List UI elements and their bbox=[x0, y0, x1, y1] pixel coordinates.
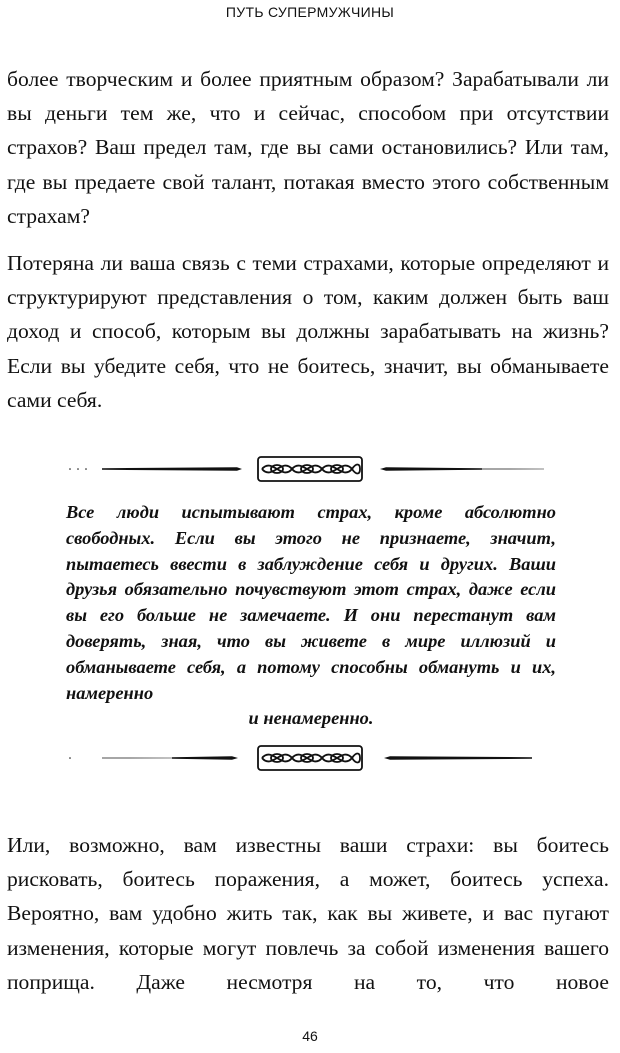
pull-quote-last-line: и ненамеренно. bbox=[248, 708, 374, 729]
paragraph-text: более творческим и более приятным образом? Зарабатывали ли вы деньги тем же, что и сейчас, способом при отсутствии страхов? Ваш предел там, где вы сами остановились? Или там, где вы предаете свой талант, потакая вместо этого собственным страхам? bbox=[7, 67, 609, 228]
pull-quote bbox=[66, 500, 556, 732]
body-paragraph-1 bbox=[7, 62, 609, 233]
paragraph-text: Или, возможно, вам известны ваши страхи: вы боитесь рисковать, боитесь поражения, а может, боитесь успеха. Вероятно, вам удобно жить так, как вы живете, и вас пугают изменения, которые могут повлечь за собой изменения вашего поприща. Даже несмотря на то, что новое bbox=[7, 833, 609, 994]
page-number: 46 bbox=[302, 1028, 318, 1044]
pull-quote-text: Все люди испытывают страх, кроме абсолютно свободных. Если вы этого не признаете, значит, пытаетесь ввести в заблуждение себя и других. Ваши друзья обязательно почувствуют этот страх, даже если вы его больше не замечаете. И они перестанут вам доверять, зная, что вы живете в мире иллюзий и обманываете себя, а потому способны обмануть и их, намеренно bbox=[66, 502, 556, 703]
running-header: ПУТЬ СУПЕРМУЖЧИНЫ bbox=[225, 4, 395, 20]
celtic-knot-ornament-icon bbox=[62, 743, 552, 773]
body-paragraph-3 bbox=[7, 828, 609, 999]
paragraph-text: Потеряна ли ваша связь с теми страхами, которые определяют и структурируют представления о том, каким должен быть ваш доход и способ, которым вы должны зарабатывать на жизнь? Если вы убедите себя, что не боитесь, значит, вы обманываете сами себя. bbox=[7, 251, 609, 412]
body-paragraph-2 bbox=[7, 246, 609, 417]
celtic-knot-ornament-icon bbox=[62, 454, 552, 484]
